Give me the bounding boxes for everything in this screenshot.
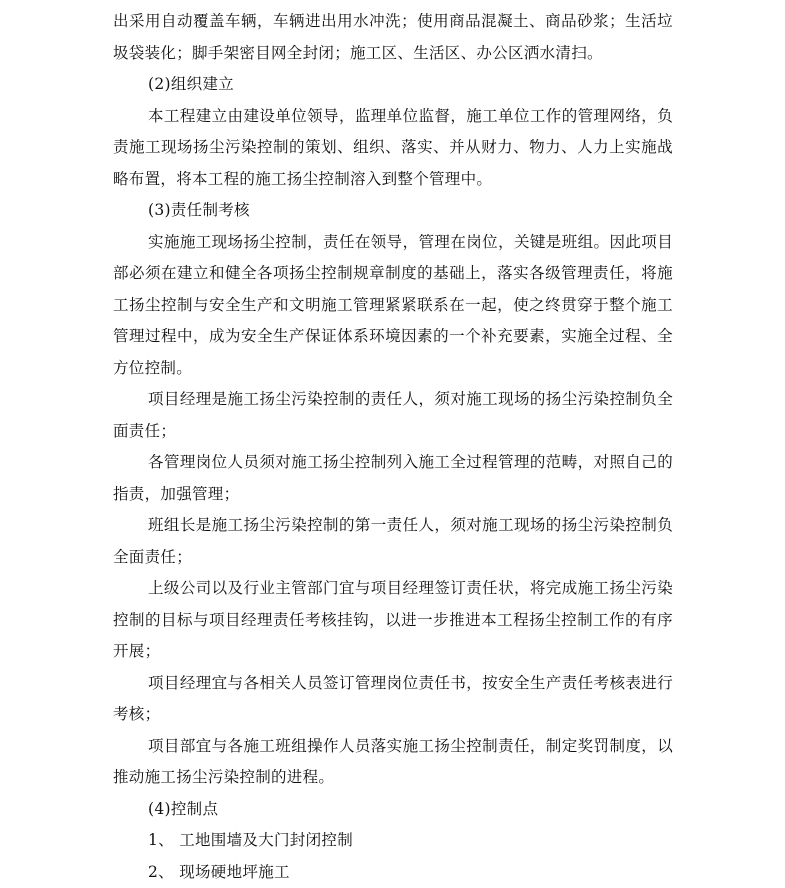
section-heading-control-points: (4)控制点 <box>113 794 673 826</box>
paragraph-management-staff: 各管理岗位人员须对施工扬尘控制列入施工全过程管理的范畴，对照自己的指责，加强管理； <box>113 447 673 510</box>
paragraph-dust-measures: 出采用自动覆盖车辆，车辆进出用水冲洗；使用商品混凝土、商品砂浆；生活垃圾袋装化；脚手架密目网全封闭；施工区、生活区、办公区洒水清扫。 <box>113 6 673 69</box>
paragraph-reward-penalty: 项目部宜与各施工班组操作人员落实施工扬尘控制责任，制定奖罚制度，以推动施工扬尘污染控制的进程。 <box>113 731 673 794</box>
paragraph-team-leader: 班组长是施工扬尘污染控制的第一责任人，须对施工现场的扬尘污染控制负全面责任； <box>113 510 673 573</box>
document-body <box>113 6 673 888</box>
section-heading-organization: (2)组织建立 <box>113 69 673 101</box>
paragraph-organization: 本工程建立由建设单位领导，监理单位监督，施工单位工作的管理网络，负责施工现场扬尘污染控制的策划、组织、落实、并从财力、物力、人力上实施战略布置，将本工程的施工扬尘控制溶入到整个管理中。 <box>113 101 673 196</box>
paragraph-responsibility-overview: 实施施工现场扬尘控制，责任在领导，管理在岗位，关键是班组。因此项目部必须在建立和健全各项扬尘控制规章制度的基础上，落实各级管理责任，将施工扬尘控制与安全生产和文明施工管理紧紧联系在一起，使之终贯穿于整个施工管理过程中，成为安全生产保证体系环境因素的一个补充要素，实施全过程、全方位控制。 <box>113 227 673 385</box>
section-heading-responsibility: (3)责任制考核 <box>113 195 673 227</box>
paragraph-superior-company: 上级公司以及行业主管部门宜与项目经理签订责任状，将完成施工扬尘污染控制的目标与项目经理责任考核挂钩，以进一步推进本工程扬尘控制工作的有序开展； <box>113 573 673 668</box>
list-item: 2、 现场硬地坪施工 <box>113 857 673 888</box>
list-item: 1、 工地围墙及大门封闭控制 <box>113 825 673 857</box>
paragraph-project-manager: 项目经理是施工扬尘污染控制的责任人，须对施工现场的扬尘污染控制负全面责任； <box>113 384 673 447</box>
paragraph-responsibility-letter: 项目经理宜与各相关人员签订管理岗位责任书，按安全生产责任考核表进行考核； <box>113 668 673 731</box>
